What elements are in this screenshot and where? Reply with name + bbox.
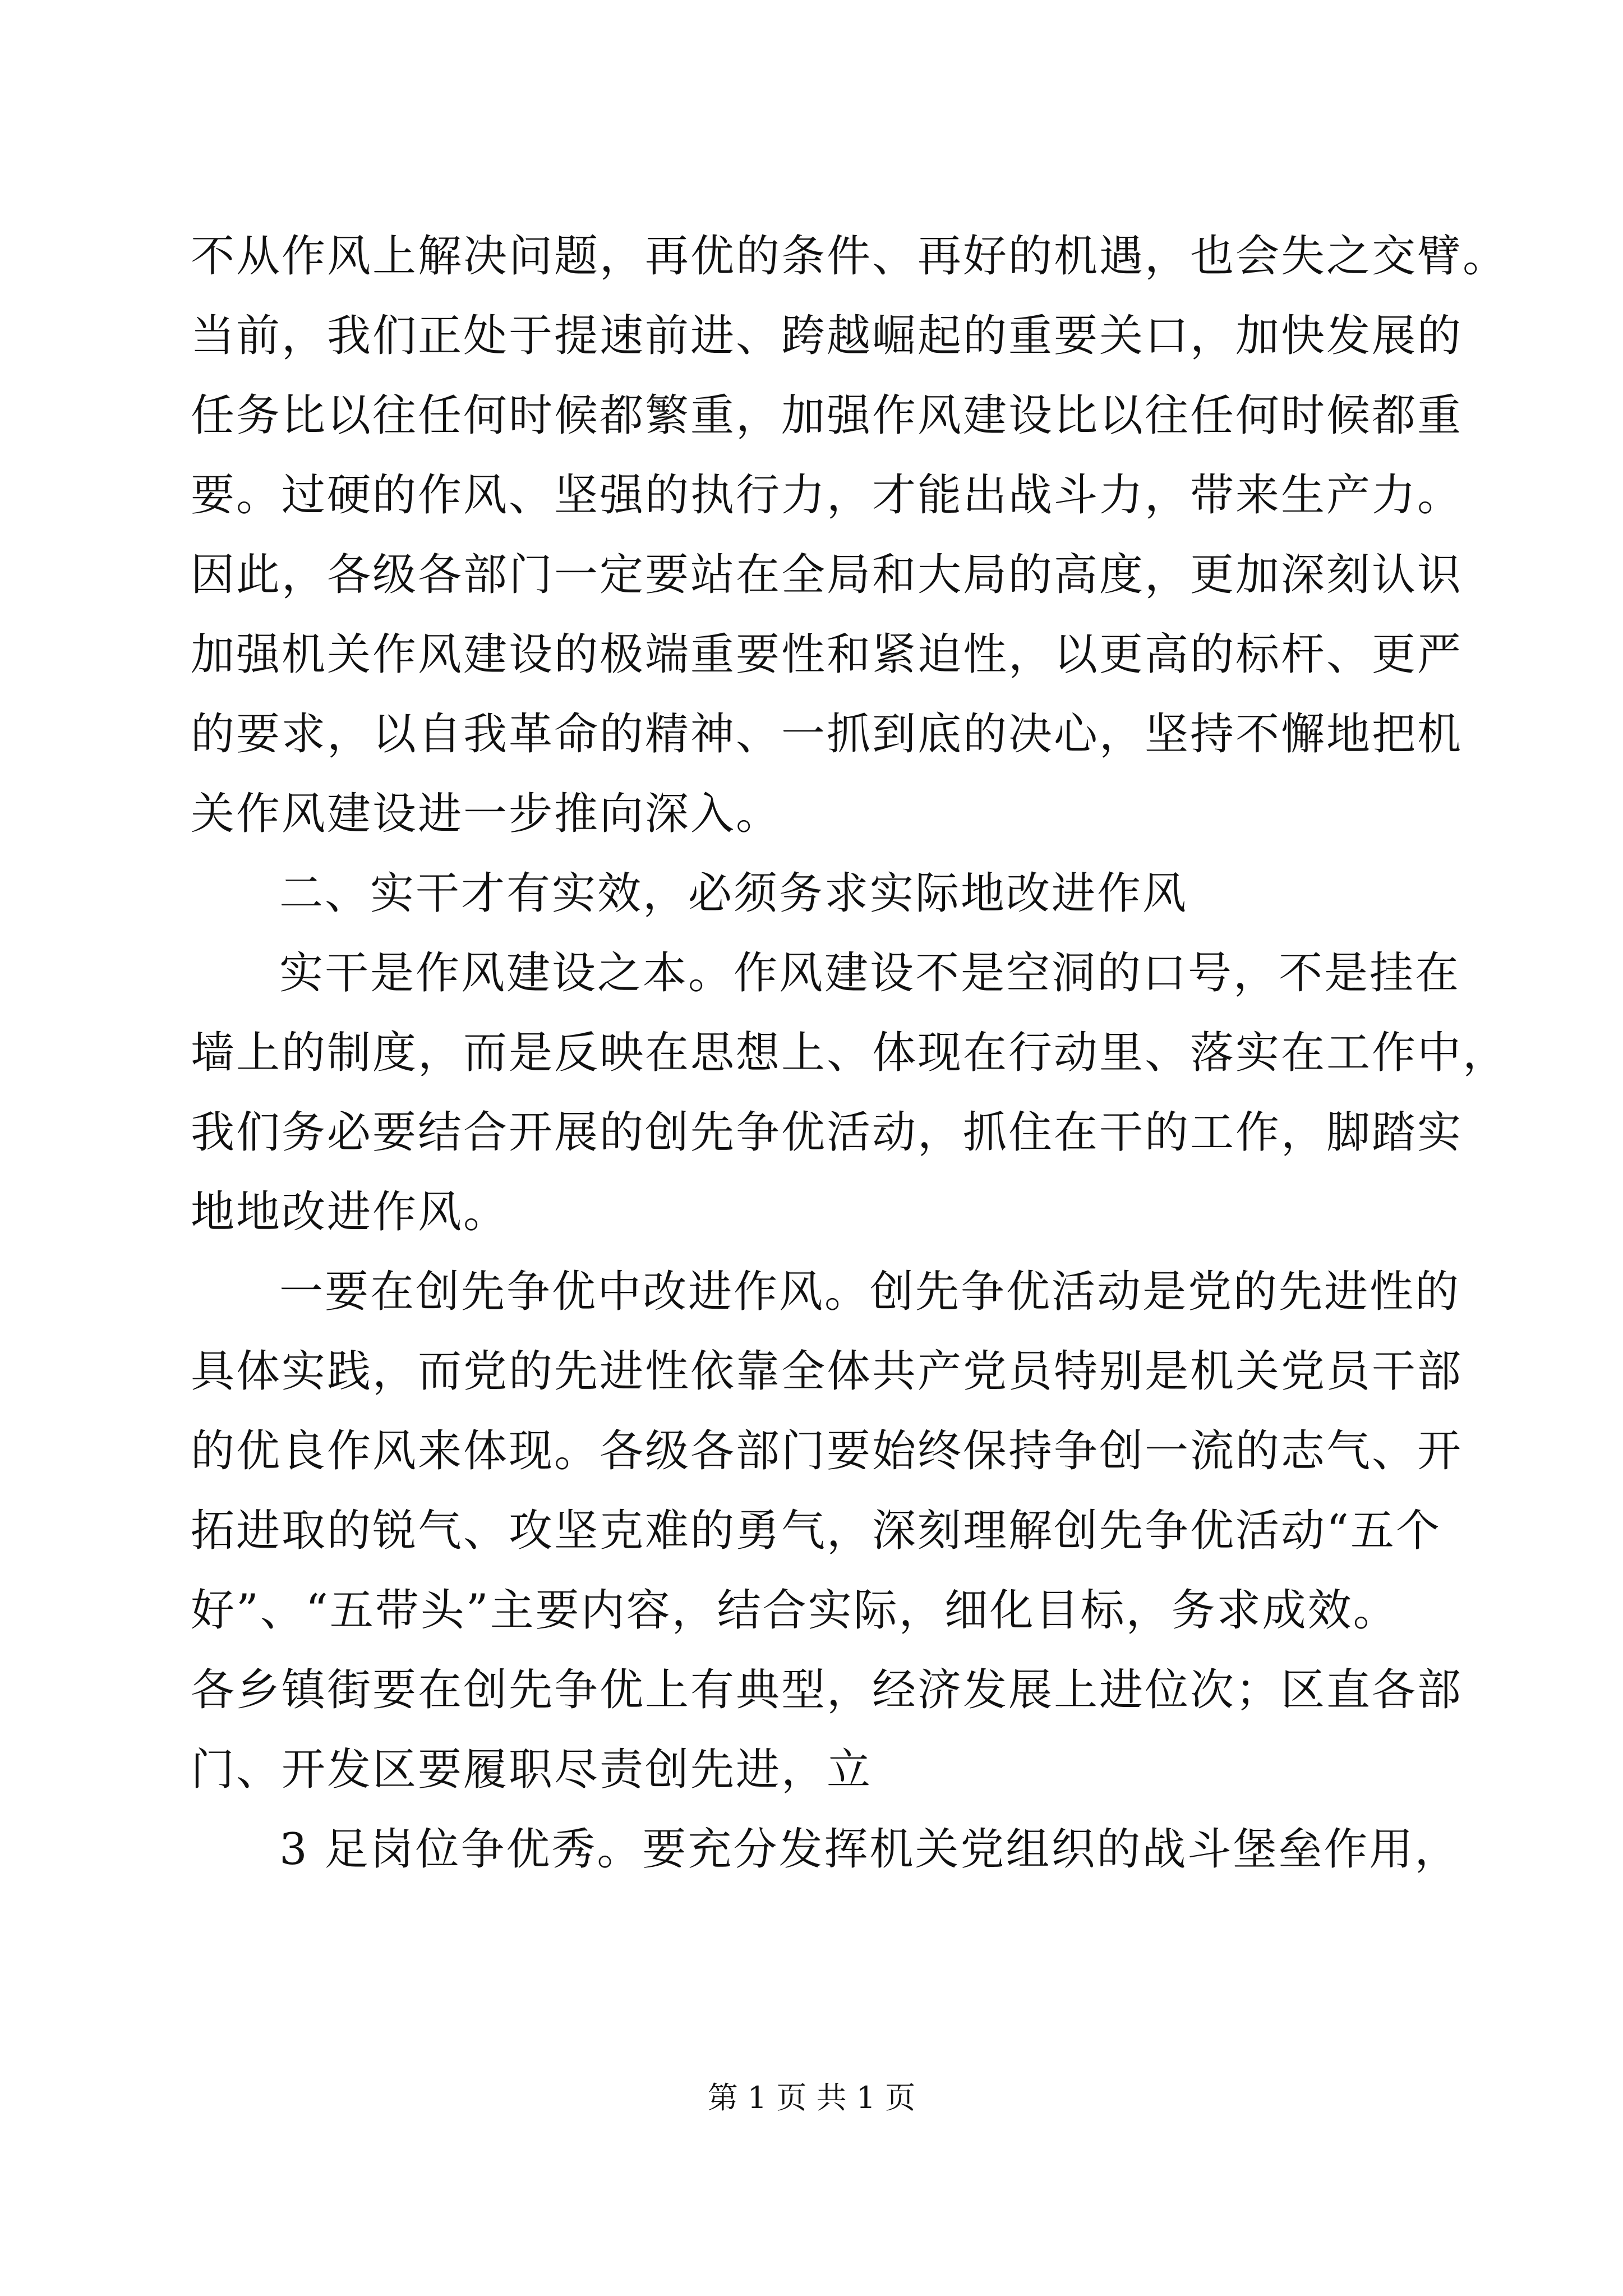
text-line: 实干是作风建设之本。作风建设不是空洞的口号，不是挂在 [279,948,1461,999]
text-line: 不从作风上解决问题，再优的条件、再好的机遇，也会失之交臂。 [191,231,1509,282]
section-heading: 二、实干才有实效，必须务求实际地改进作风 [279,868,1188,919]
text-line: 具体实践，而党的先进性依靠全体共产党员特别是机关党员干部 [191,1346,1463,1397]
text-line: 墙上的制度，而是反映在思想上、体现在行动里、落实在工作中， [191,1028,1509,1078]
text-line: 各乡镇街要在创先争优上有典型，经济发展上进位次；区直各部 [191,1665,1463,1715]
text-line: 一要在创先争优中改进作风。创先争优活动是党的先进性的 [279,1267,1461,1317]
text-line: 地地改进作风。 [191,1187,509,1237]
text-line: 加强机关作风建设的极端重要性和紧迫性，以更高的标杆、更严 [191,629,1463,680]
document-body [191,217,1509,1889]
text-line: 因此，各级各部门一定要站在全局和大局的高度，更加深刻认识 [191,550,1463,600]
page-footer: 第 1 页 共 1 页 [707,2080,916,2115]
text-line: 任务比以往任何时候都繁重，加强作风建设比以往任何时候都重 [191,390,1463,441]
text-line: 关作风建设进一步推向深入。 [191,789,782,839]
text-line: 拓进取的锐气、攻坚克难的勇气，深刻理解创先争优活动“五个 [191,1506,1441,1556]
text-line: 当前，我们正处于提速前进、跨越崛起的重要关口，加快发展的 [191,311,1463,361]
text-line: 要。过硬的作风、坚强的执行力，才能出战斗力，带来生产力。 [191,470,1463,521]
text-line: 我们务必要结合开展的创先争优活动，抓住在干的工作，脚踏实 [191,1107,1463,1158]
text-line: 好”、“五带头”主要内容，结合实际，细化目标，务求成效。 [191,1585,1399,1636]
text-line: 的优良作风来体现。各级各部门要始终保持争创一流的志气、开 [191,1426,1463,1476]
text-line: 门、开发区要履职尽责创先进，立 [191,1745,873,1795]
text-line: 3 足岗位争优秀。要充分发挥机关党组织的战斗堡垒作用， [279,1824,1460,1875]
text-line: 的要求，以自我革命的精神、一抓到底的决心，坚持不懈地把机 [191,709,1463,760]
